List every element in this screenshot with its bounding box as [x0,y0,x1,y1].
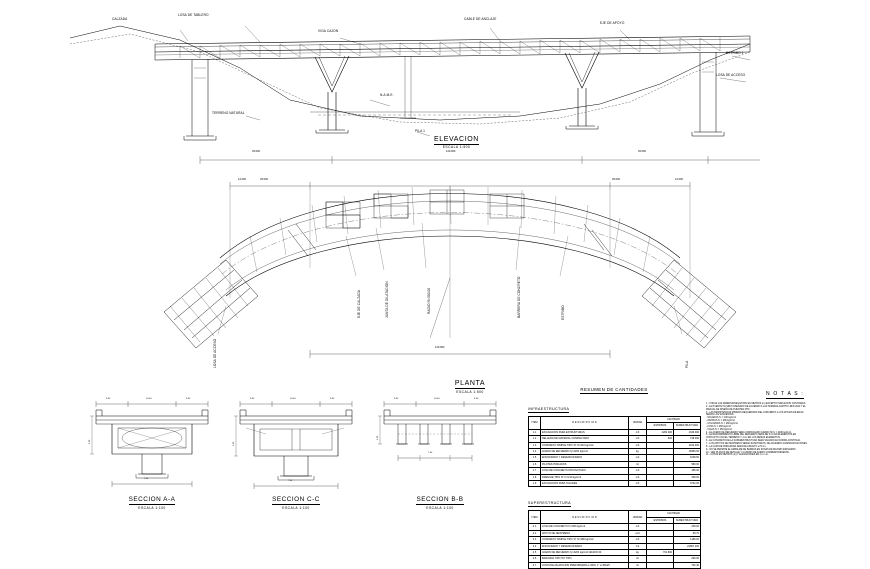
note-item: 6.- EL CONCRETO DE LA SUPERESTRUCTURA SERA VACIADO EN FORMA CONTINUA. [706,440,801,443]
cell: 186.00 [674,468,701,474]
cell: 328.00 [674,474,701,480]
cell: ml [629,556,647,562]
section-aa-dim-3: 7.00 [144,478,149,480]
cell: m3 [629,524,647,530]
cell: m2 [629,543,647,549]
plan-label-6: BARRERA DE CONCRETO [517,276,521,318]
cell: 2.5 [529,549,541,555]
plan-label-5: RADIO R=300.00 [427,287,431,314]
cell: CONCRETO SIMPLE TIPO 'D' f'c=210 kg/cm2 [541,442,629,448]
note-item: MANUAL DE DISEÑO DE PUENTES MTC. [706,408,751,411]
cell: PILOTES HINCADOS [541,461,629,467]
plan-view [130,178,770,378]
cell: 1.9 [529,481,541,487]
notes-title: N O T A S : [765,391,805,397]
note-item: - COLUMNAS f'c = 280 kg/cm2 [706,423,738,426]
cell: 1186.00 [674,537,701,543]
section-cc-dim-v: 1.20 [233,441,235,446]
qty1-col-3: CANTIDAD [647,511,701,517]
note-item: 3.- LAS RESISTENCIAS MINIMAS REQUERIDAS DEL CONCRETO A LOS 28 DIAS DE EDAD [706,411,804,414]
section-aa-title-block [102,488,202,510]
cell: m2 [629,455,647,461]
elevation-label-0: CALZADA [112,17,128,21]
section-aa-dim-2: 3.50 [186,398,191,400]
cell: m3 [629,429,647,435]
qty1-col-2: UNIDAD [629,511,647,524]
cell: 238.00 [674,524,701,530]
note-item: 8.- LA CAPA DE RODADURA SERA DE ASFALTO e=5 cm. [706,445,767,448]
cell: ENCOFRADO Y DESENCOFRADO [541,455,629,461]
cell: 296.00 [674,556,701,562]
elevation-view [60,8,760,173]
note-item: 1.- TODAS LAS DIMENSIONES ESTAN EN METROS (m) EXCEPTO INDICACION CONTRARIA. [706,403,806,405]
cell: ml [629,461,647,467]
cell: 2.2 [529,530,541,536]
section-aa-dim-1: 10.00 [146,398,152,400]
notes-list [706,403,864,457]
cell: 748.000 [674,436,701,442]
cell: 580.00 [674,461,701,467]
section-cc-title: SECCION C-C [272,496,320,503]
section-bb-scale: ESCALA 1:100 [426,506,454,510]
cell: 3732.00 [674,481,701,487]
cell: EXCAVACION PARA TALUDES [541,481,629,487]
qty0-sub-1: SUBESTRUCTURA [674,423,701,429]
plan-label-4: PILA [685,360,689,368]
qty1-col-1: D E S C R I P C I O N [541,511,629,524]
elevation-dim-1: 120.000 [446,150,456,153]
cell: 1.6 [529,461,541,467]
plan-dim-4: 12.000 [675,178,683,181]
cell: ACERO DE REFUERZO fy=4200 kg/cm2 GRADO 60 [541,549,629,555]
elevation-label-7: TERRENO NATURAL [212,111,245,115]
cell: RELLENO DE MATERIAL COMPACTADO [541,436,629,442]
cell: 68.70 [674,530,701,536]
section-aa-dim-0: 3.50 [106,398,111,400]
section-cc-dim-0: 3.50 [250,398,255,400]
section-bb-view [376,398,506,508]
cell: 1048.60 [674,455,701,461]
elevation-label-12: LOSA DE ACCESO [716,73,746,77]
cell: EXCAVACION PARA ESTRUCTURAS [541,429,629,435]
quantities-group-0-title: INFRAESTRUCTURA [528,407,570,411]
elevation-label-2: VIGA CAJON [318,29,339,33]
note-item: 10.- VER PLANOS DE DETALLE Y CUADRO DE ACERO CORRESPONDIENTE. [706,451,790,454]
cell: ACERO DE REFUERZO fy=4200 kg/cm2 [541,449,629,455]
cell: 1.7 [529,468,541,474]
cell: kg [629,549,647,555]
cell: und [629,530,647,536]
cell: 1346.000 [674,429,701,435]
plan-label-3: ESTRIBO [561,305,565,320]
qty1-sub-1: SUBESTRUCTURA [674,517,701,523]
cell: 1.5 [529,455,541,461]
cell: 762.40 [674,562,701,568]
plan-dim-5: 120.000 [435,346,445,349]
section-bb-dim-v: 1.20 [377,435,379,440]
cell: m3 [629,537,647,543]
notes-block [706,382,864,457]
elevation-dim-2: 45.000 [638,150,646,153]
qty1-col-0: ITEM [529,511,541,524]
cell: 1.8 [529,474,541,480]
note-item: - LOSA f'c = 280 kg/cm2 [706,425,731,428]
cell: 2.6 [529,556,541,562]
cell [647,562,674,568]
cell: m3 [629,474,647,480]
elevation-label-8: N.A.M.E. [380,93,394,97]
cell: LOSA DE CONCRETO PROYECTADO [541,468,629,474]
plan-dim-1: 45.000 [260,178,268,181]
cell: 2.4 [529,543,541,549]
section-bb-dim-0: 3.50 [394,398,399,400]
cell: 18483.00 [674,449,701,455]
section-aa-view [88,398,218,508]
qty0-col-1: D E S C R I P C I O N [541,417,629,430]
elevation-label-5: ESTRIBO 1 [726,51,744,55]
cell: 1162.400 [674,442,701,448]
cell: LOSA DE CONCRETO f'c=280 kg/cm2 [541,524,629,530]
section-aa-scale: ESCALA 1:100 [138,506,166,510]
cell: 1.1 [529,429,541,435]
qty1-sub-0: ESTRIBOS [647,517,674,523]
elevation-label-11: EJE DE APOYO [600,21,625,25]
quantities-header: RESUMEN DE CANTIDADES [580,387,648,392]
cell: 2.7 [529,562,541,568]
note-item: 5.- EL RECUBRIMIENTO LIBRE DEL REFUERZO SERA DE 5 cm EN ELEMENTOS EN [706,434,797,437]
elevation-scale: ESCALA 1:500 [442,145,471,149]
elevation-title: ELEVACION [434,136,479,143]
note-item: - SOLADOS f'c = 100 kg/cm2 [706,417,736,420]
plan-title: PLANTA [454,380,486,387]
section-cc-dim-3: 7.00 [288,480,293,482]
qty0-col-3: CANTIDAD [647,417,701,423]
section-cc-view [232,398,362,508]
cell: m3 [629,442,647,448]
section-bb-dim-3: 7.00 [428,452,433,454]
cell: ml [629,562,647,568]
cell: 1.2 [529,436,541,442]
table-row [529,562,701,568]
note-item: SERAN LAS SIGUIENTES: [706,414,735,417]
cell: APOYO DE NEOPRENO [541,530,629,536]
cell: m3 [629,436,647,442]
cell: 1.4 [529,449,541,455]
note-item: 7.- LOS APOYOS DE NEOPRENO SERAN ZUNCHADOS, DE ACUERDO A ESPECIFICACIONES. [706,443,808,446]
section-aa-title: SECCION A-A [128,496,176,503]
quantities-table-infraestructura [528,416,701,487]
note-item: - ZAPATAS f'c = 280 kg/cm2 [706,420,735,423]
elevation-label-1: LOSA DE TABLERO [178,13,209,17]
cell: 1282.000 [647,429,674,435]
cell: DRENAJE TIPO 'D' f'c=210 kg/cm2 [541,474,629,480]
cell: ENCOFRADO Y DESENCOFRADO [541,543,629,549]
qty0-sub-0: ESTRIBOS [647,423,674,429]
section-cc-dim-1: 10.00 [290,398,296,400]
plan-title-block [440,372,500,394]
qty0-col-0: ITEM [529,417,541,430]
cell: CONCRETO SIMPLE TIPO 'D' f'c=280 kg/cm2 [541,537,629,543]
plan-dim-0: 12.000 [238,178,246,181]
note-item: 4.- EL ACERO DE REFUERZO SERA CORRUGADO GRADO 60 fy = 4200 kg/cm2. [706,431,792,434]
note-item: CONTACTO CON EL TERRENO Y 4 cm EN LOS DEMAS ELEMENTOS. [706,437,781,440]
elevation-label-3: PILA 1 [415,129,425,133]
cell: m3 [629,468,647,474]
section-cc-title-block [246,488,346,510]
section-cc-dim-2: 3.50 [330,398,335,400]
section-bb-title-block [390,488,490,510]
cell: kg. [629,449,647,455]
cell: JUNTA DE DILATACION PREFORMADA L=MIN. 1'' e=38x25 [541,562,629,568]
elevation-title-block [434,136,479,149]
section-bb-title: SECCION B-B [416,496,464,503]
note-item: 9.- NO SE PERMITE EL EMPALME DE BARRAS EN ZONAS DE MAXIMO ESFUERZO. [706,448,797,451]
qty0-col-2: UNIDAD [629,417,647,430]
cell: 701.800 [647,549,674,555]
plan-label-1: JUNTA DE DILATACION [385,281,389,318]
section-bb-dim-2: 3.50 [474,398,479,400]
cell: 24867.200 [674,543,701,549]
note-item: - VIGAS f'c = 350 kg/cm2 [706,428,732,431]
plan-label-2: LOSA DE ACCESO [213,338,217,368]
cell: 1.3 [529,442,541,448]
cell: m3 [629,481,647,487]
cell [647,481,674,487]
section-aa-dim-v: 1.20 [89,439,91,444]
elevation-label-13: CABLE DE ANCLAJE [464,17,497,21]
elevation-dim-0: 45.000 [252,150,260,153]
quantities-group-1-title: SUPERESTRUCTURA [528,501,571,506]
table-row [529,481,701,487]
plan-label-0: EJE DE CALZADA [357,289,361,318]
cell: 620 [647,436,674,442]
quantities-table-superestructura [528,510,701,569]
note-item: 2.- EL PUENTE HA SIDO DISEÑADO DE ACUERDO A LAS NORMAS AASHTO LRFD 2012 Y EL [706,405,806,408]
section-cc-scale: ESCALA 1:100 [282,506,310,510]
plan-scale: ESCALA 1:500 [456,390,484,394]
section-bb-dim-1: 10.00 [434,398,440,400]
plan-dim-3: 45.000 [612,178,620,181]
note-item: 11.- COTAS EN METROS (m) Y ELEVACIONES EN m.s.n.m. [706,454,769,457]
cell: BARANDA TIPO 'P2' TIPO [541,556,629,562]
cell: 2.3 [529,537,541,543]
quantities-block [528,378,700,569]
cell: 2.1 [529,524,541,530]
